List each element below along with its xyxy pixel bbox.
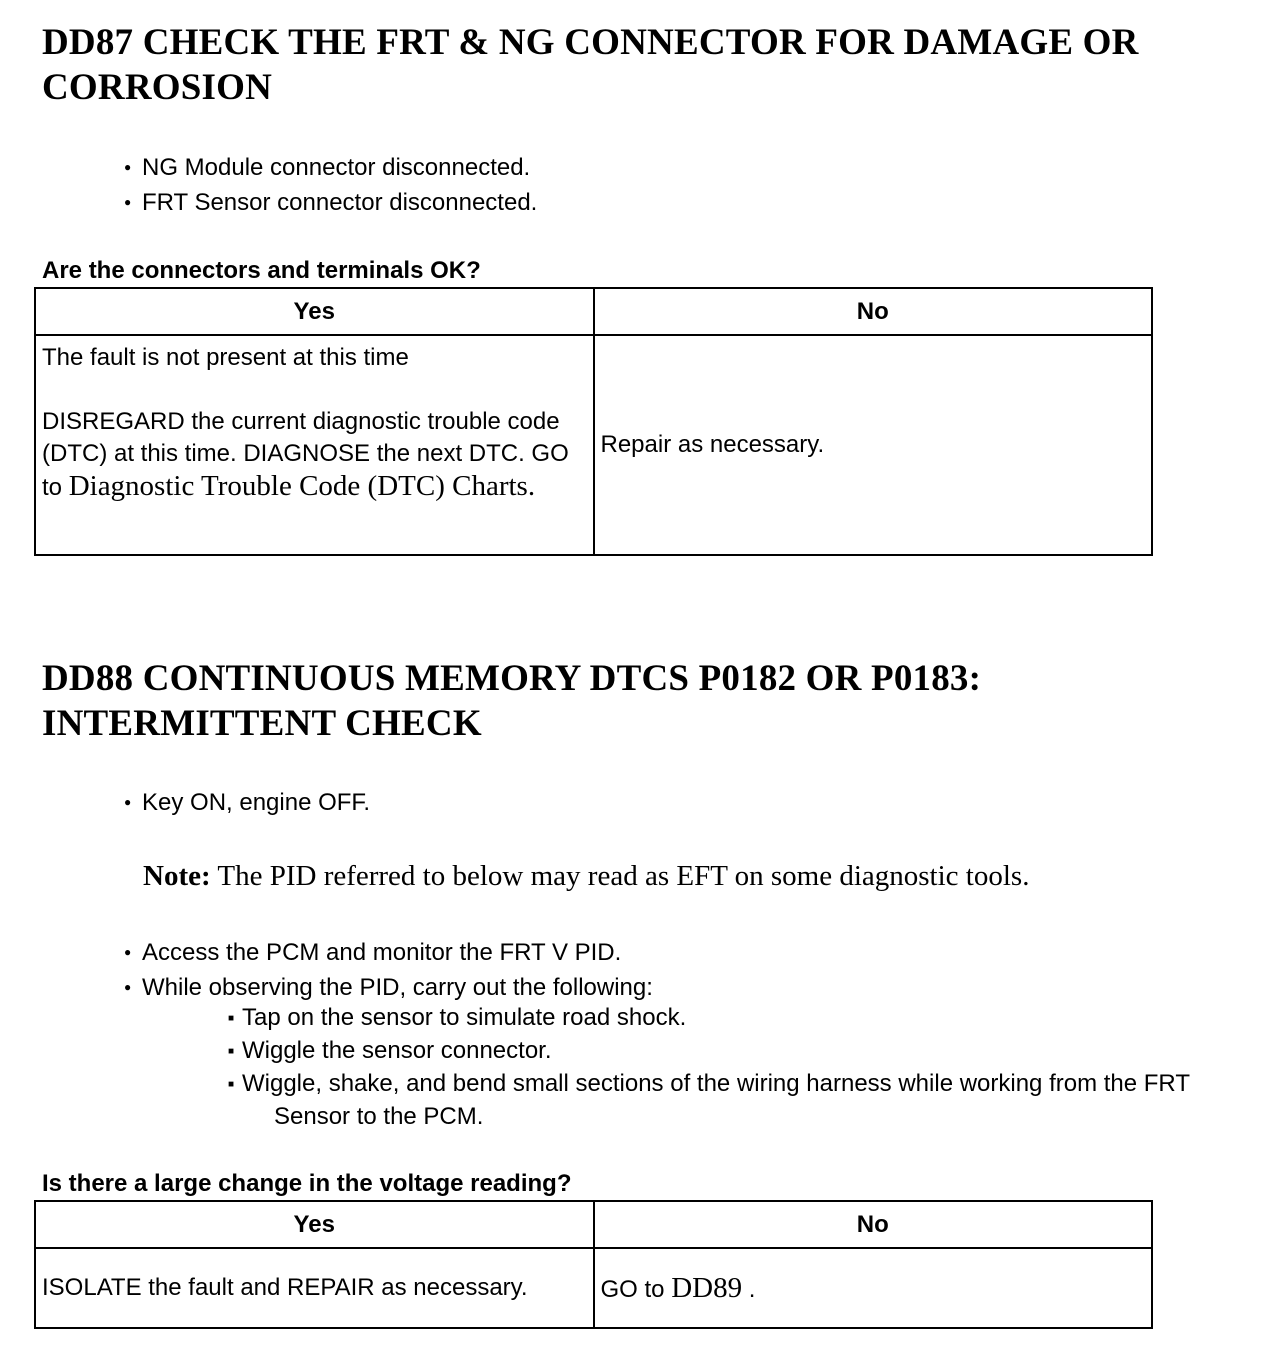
dd88-bullet-item: ● Access the PCM and monitor the FRT V PID. [124, 935, 653, 970]
no-cell: Repair as necessary. [594, 335, 1153, 555]
dd88-subbullet-item: ■ Wiggle, shake, and bend small sections of the wiring harness while working from the FRT Sensor to the PCM. [228, 1068, 1248, 1133]
table-row [35, 1248, 1152, 1328]
dtc-charts-link[interactable]: Diagnostic Trouble Code (DTC) Charts [68, 470, 528, 502]
yes-cell-period: . [527, 470, 536, 502]
dd87-heading [42, 20, 1139, 110]
dd87-heading-line1: DD87 CHECK THE FRT & NG CONNECTOR FOR DAMAGE OR [42, 22, 1139, 63]
dd88-subbullet-item: ■ Tap on the sensor to simulate road shock. [228, 1002, 1248, 1035]
note-text: The PID referred to below may read as EFT on some diagnostic tools. [217, 860, 1030, 892]
no-header: No [594, 1201, 1153, 1248]
dd89-link[interactable]: DD89 [671, 1271, 743, 1304]
yes-cell-instructions [42, 406, 587, 504]
dd88-bullet-list [124, 935, 653, 1005]
table-header-row [35, 1201, 1152, 1248]
no-cell [594, 1248, 1153, 1328]
no-cell-period: . [748, 1275, 756, 1303]
dd87-bullet-list [124, 150, 537, 220]
dd88-heading-line1: DD88 CONTINUOUS MEMORY DTCS P0182 OR P0183: [42, 658, 982, 699]
dd87-bullet-item: ● FRT Sensor connector disconnected. [124, 185, 537, 220]
dd88-heading [42, 656, 981, 746]
yes-cell [35, 1248, 594, 1328]
dd87-question: Are the connectors and terminals OK? [42, 257, 481, 284]
dd88-bullet-item: ● While observing the PID, carry out the following: [124, 970, 653, 1005]
yes-cell-text: ISOLATE the fault and REPAIR as necessary. [42, 1274, 528, 1301]
dd87-bullet-item: ● NG Module connector disconnected. [124, 150, 537, 185]
yes-header: Yes [35, 1201, 594, 1248]
note-label: Note: [143, 860, 211, 892]
no-header: No [594, 288, 1153, 335]
dd87-result-table [34, 287, 1153, 556]
yes-header: Yes [35, 288, 594, 335]
dd88-first-bullet-list [124, 785, 370, 820]
dd87-heading-line2: CORROSION [42, 67, 272, 108]
yes-cell-line1: The fault is not present at this time [42, 344, 409, 371]
dd88-note [143, 858, 1029, 894]
dd88-subbullet-item: ■ Wiggle the sensor connector. [228, 1035, 1248, 1068]
dd88-result-table [34, 1200, 1153, 1329]
table-header-row [35, 288, 1152, 335]
yes-cell [35, 335, 594, 555]
yes-cell-instruction-text: DISREGARD the current diagnostic trouble code (DTC) at this time. DIAGNOSE the next DTC. GO to [42, 408, 569, 501]
dd88-question: Is there a large change in the voltage reading? [42, 1170, 572, 1197]
dd88-subbullet-list [228, 1002, 1248, 1133]
no-cell-prefix: GO to [600, 1275, 665, 1303]
dd88-heading-line2: INTERMITTENT CHECK [42, 703, 482, 744]
table-row [35, 335, 1152, 555]
dd88-bullet-item: ● Key ON, engine OFF. [124, 785, 370, 820]
